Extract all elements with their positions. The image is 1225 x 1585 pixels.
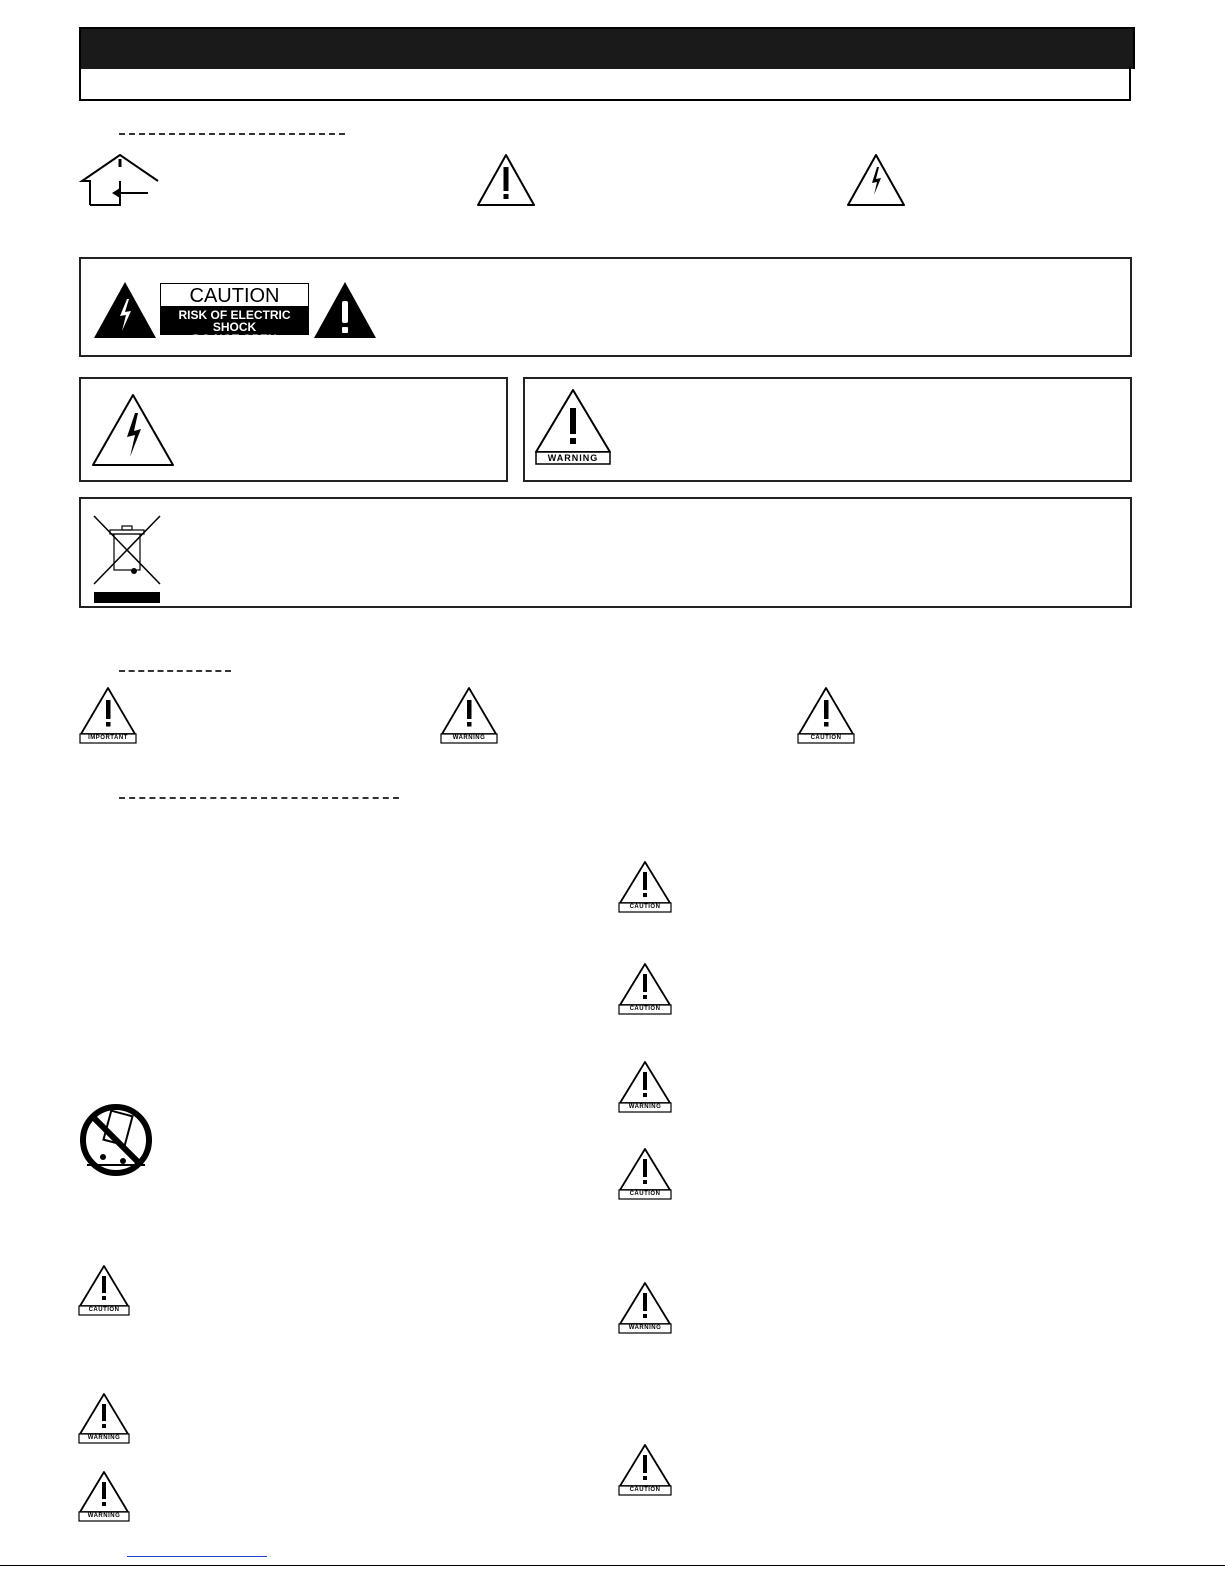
warning-label: WARNING [628, 1104, 662, 1110]
caution-label: CAUTION [810, 735, 842, 741]
caution-triangle-icon [618, 962, 672, 1016]
section-heading-rule-2 [119, 670, 231, 672]
caution-line2: DO NOT OPEN [192, 332, 277, 346]
important-triangle-icon [79, 686, 137, 744]
header-bar [79, 27, 1135, 69]
warning-triangle-icon [534, 388, 612, 466]
electric-shock-filled-icon [93, 281, 157, 339]
cart-tipover-icon [79, 1103, 153, 1177]
electric-shock-triangle-icon [91, 393, 175, 467]
warning-triangle-icon [618, 1281, 672, 1335]
warning-label: WARNING [87, 1435, 121, 1441]
warning-label: WARNING [452, 735, 486, 741]
caution-triangle-icon [78, 1264, 130, 1316]
exclamation-filled-icon [313, 281, 377, 339]
caution-triangle-icon [797, 686, 855, 744]
weee-box [79, 497, 1132, 608]
caution-label: CAUTION [629, 1006, 661, 1012]
warning-label: WARNING [547, 453, 599, 463]
caution-label [160, 283, 309, 346]
warning-label: WARNING [628, 1325, 662, 1331]
crossed-bin-icon [92, 512, 162, 604]
warning-label: WARNING [87, 1513, 121, 1519]
caution-label: CAUTION [629, 904, 661, 910]
header-subtitle-box [79, 67, 1131, 101]
warning-triangle-icon [78, 1470, 130, 1522]
caution-triangle-icon [618, 1443, 672, 1497]
caution-label: CAUTION [629, 1487, 661, 1493]
section-heading-rule-3 [119, 797, 399, 799]
important-label: IMPORTANT [88, 735, 128, 741]
caution-line1: RISK OF ELECTRIC SHOCK [178, 308, 291, 334]
indoor-use-icon [80, 153, 150, 209]
warning-triangle-icon [618, 1060, 672, 1114]
caution-title: CAUTION [160, 283, 309, 307]
caution-label: CAUTION [629, 1191, 661, 1197]
warning-triangle-icon [440, 686, 498, 744]
footer-link-underline[interactable] [127, 1556, 267, 1557]
warning-box [523, 377, 1132, 482]
caution-triangle-icon [618, 860, 672, 914]
caution-triangle-icon [618, 1147, 672, 1201]
electric-shock-triangle-icon [846, 153, 906, 207]
caution-label: CAUTION [88, 1307, 120, 1313]
footer-rule [0, 1565, 1225, 1566]
warning-triangle-icon [78, 1392, 130, 1444]
exclamation-triangle-icon [476, 153, 536, 207]
section-heading-rule-1 [119, 133, 345, 135]
